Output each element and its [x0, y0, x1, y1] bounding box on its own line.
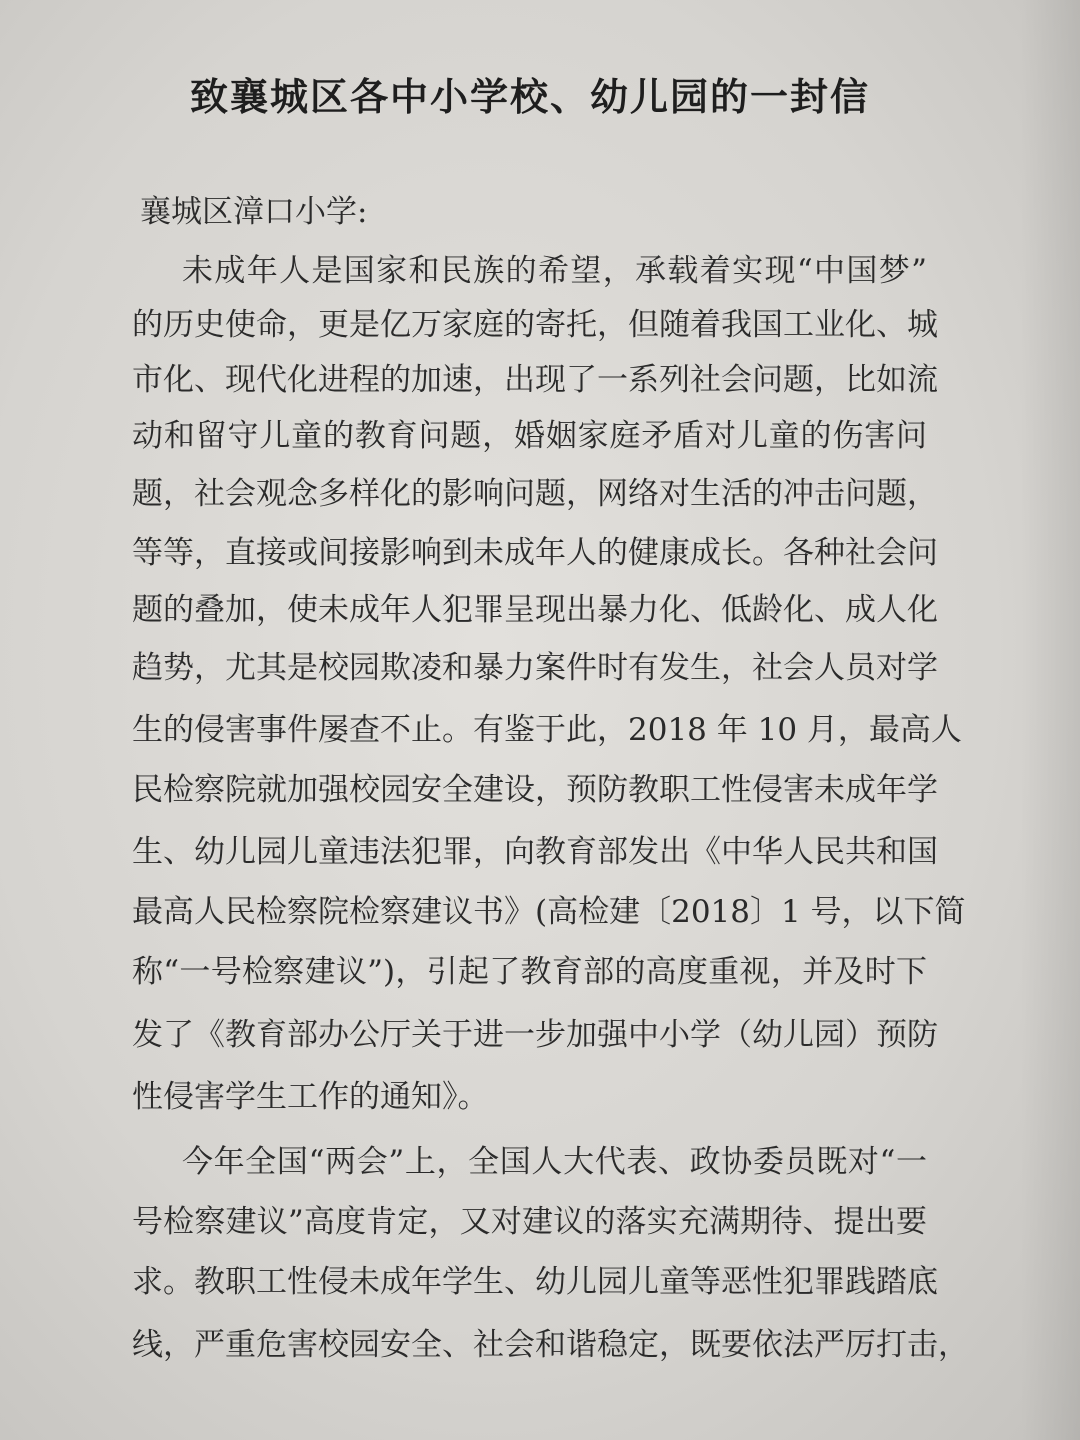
text-line: 市化、现代化进程的加速，出现了一系列社会问题，比如流	[132, 362, 938, 398]
text-line: 最高人民检察院检察建议书》(高检建〔2018〕1 号，以下简	[132, 894, 966, 930]
text-line: 的历史使命，更是亿万家庭的寄托，但随着我国工业化、城	[132, 307, 938, 343]
text-line: 号检察建议”高度肯定，又对建议的落实充满期待、提出要	[132, 1204, 927, 1240]
text-line: 求。教职工性侵未成年学生、幼儿园儿童等恶性犯罪践踏底	[132, 1264, 938, 1300]
text-line: 今年全国“两会”上，全国人大代表、政协委员既对“一	[182, 1144, 927, 1180]
text-line: 生、幼儿园儿童违法犯罪，向教育部发出《中华人民共和国	[132, 834, 938, 870]
text-line: 民检察院就加强校园安全建设，预防教职工性侵害未成年学	[132, 772, 938, 808]
letter-title: 致襄城区各中小学校、幼儿园的一封信	[189, 74, 870, 119]
text-line: 题的叠加，使未成年人犯罪呈现出暴力化、低龄化、成人化	[132, 592, 938, 628]
text-line: 称“一号检察建议”)，引起了教育部的高度重视，并及时下	[132, 954, 927, 990]
text-line: 动和留守儿童的教育问题，婚姻家庭矛盾对儿童的伤害问	[132, 418, 927, 454]
text-line: 线，严重危害校园安全、社会和谐稳定，既要依法严厉打击，	[132, 1327, 969, 1363]
text-line: 趋势，尤其是校园欺凌和暴力案件时有发生，社会人员对学	[132, 650, 938, 686]
text-line: 题，社会观念多样化的影响问题，网络对生活的冲击问题，	[132, 476, 938, 512]
text-line: 发了《教育部办公厅关于进一步加强中小学（幼儿园）预防	[132, 1017, 938, 1053]
text-line: 未成年人是国家和民族的希望，承载着实现“中国梦”	[182, 253, 927, 289]
page-shadow	[1020, 0, 1080, 1440]
text-line: 性侵害学生工作的通知》。	[132, 1079, 489, 1115]
salutation: 襄城区漳口小学:	[140, 194, 368, 230]
text-line: 等等，直接或间接影响到未成年人的健康成长。各种社会问	[132, 535, 938, 571]
text-line: 生的侵害事件屡查不止。有鉴于此，2018 年 10 月，最高人	[132, 712, 962, 748]
